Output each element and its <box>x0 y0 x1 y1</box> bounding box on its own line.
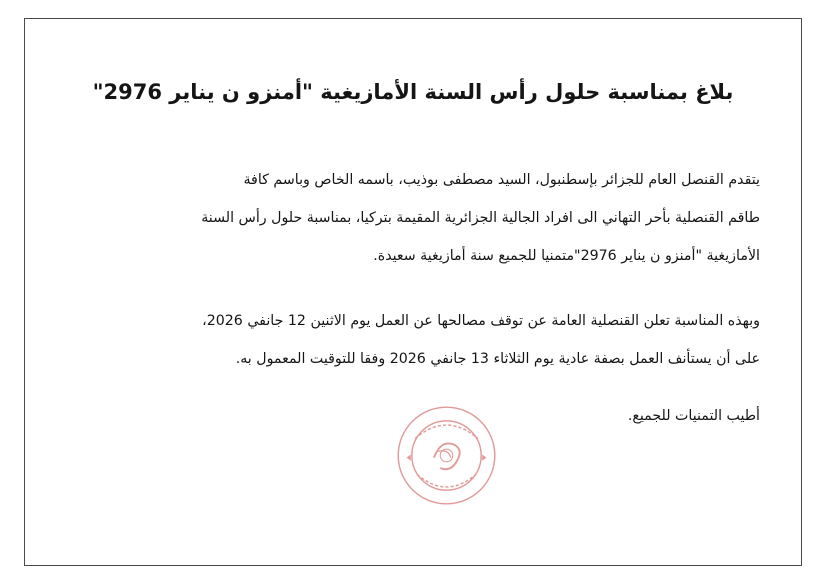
paragraph-line: على أن يستأنف العمل بصفة عادية يوم الثلاثاء 13 جانفي 2026 وفقا للتوقيت المعمول به. <box>235 351 760 367</box>
consulate-stamp-icon <box>394 403 499 508</box>
paragraph-line: طاقم القنصلية بأحر التهاني الى افراد الجالية الجزائرية المقيمة بتركيا، بمناسبة حلول رأس السنة <box>201 210 760 226</box>
paragraph-line: وبهذه المناسبة تعلن القنصلية العامة عن توقف مصالحها عن العمل يوم الاثنين 12 جانفي 2026، <box>202 313 760 329</box>
paragraph-line: الأمازيغية "أمنزو ن يناير 2976"متمنيا للجميع سنة أمازيغية سعيدة. <box>373 248 760 264</box>
paragraph-closure-notice <box>50 309 760 385</box>
document <box>24 18 802 566</box>
closing-wishes: أطيب التمنيات للجميع. <box>627 408 760 424</box>
paragraph-greeting <box>50 168 760 282</box>
paragraph-line: يتقدم القنصل العام للجزائر بإسطنبول، السيد مصطفى بوذيب، باسمه الخاص وباسم كافة <box>243 172 760 188</box>
document-title: بلاغ بمناسبة حلول رأس السنة الأمازيغية "أمنزو ن يناير 2976" <box>92 80 734 104</box>
